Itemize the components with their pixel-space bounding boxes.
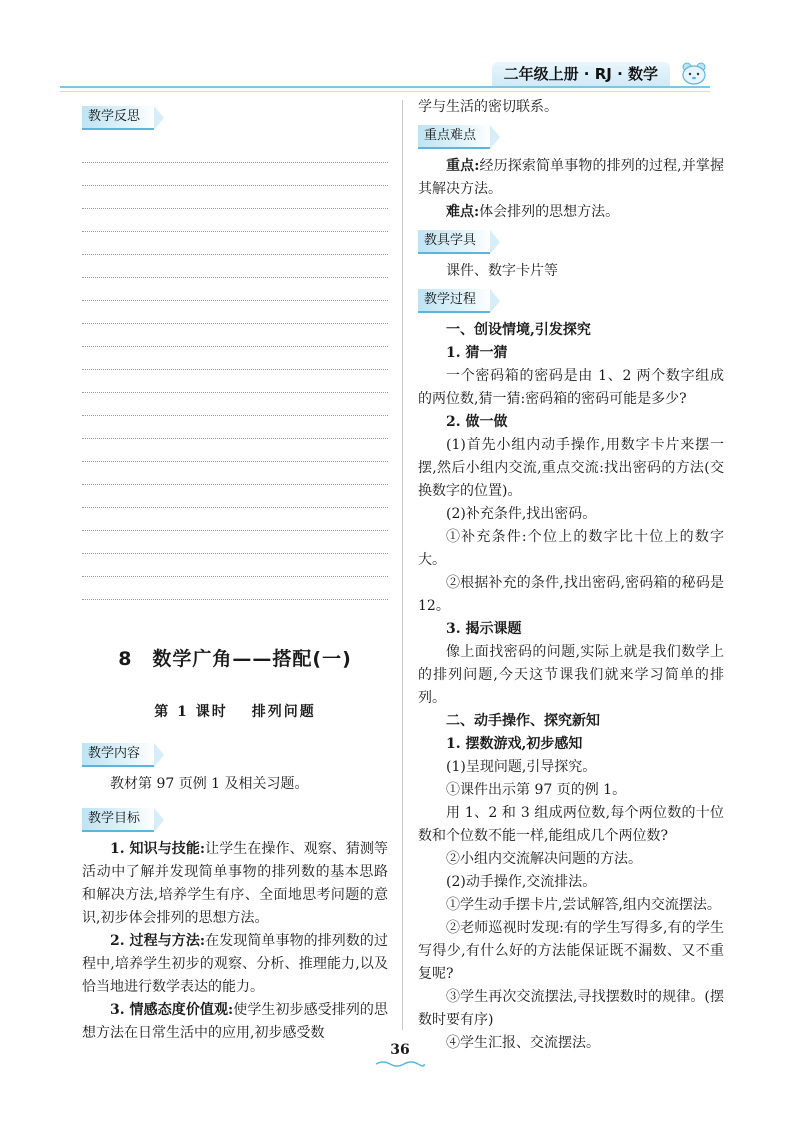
lesson-number: 第 1 课时 [154, 704, 228, 720]
process-item: (2)动手操作,交流排法。 [446, 874, 597, 890]
reflection-line [82, 209, 388, 232]
section-label-reflection: 教学反思 [82, 106, 154, 130]
process-item: 3. 揭示课题 [446, 621, 522, 637]
process-item: ①学生动手摆卡片,尝试解答,组内交流摆法。 [446, 897, 721, 913]
process-item: 一、创设情境,引发探究 [446, 322, 591, 338]
goal-term: 1. 知识与技能: [110, 841, 206, 857]
chapter-title: 数学广角——搭配(一) [152, 648, 352, 670]
key-term: 难点: [446, 204, 480, 220]
process-item: ③学生再次交流摆法,寻找摆数时的规律。(摆数时要有序) [418, 989, 724, 1028]
lesson-heading [82, 701, 388, 721]
process-item: (1)呈现问题,引导探究。 [446, 759, 597, 775]
reflection-line [82, 554, 388, 577]
goal-text: 在发现简单事物的排列数的过程中,培养学生初步的观察、分析、推理能力,以及恰当地进行数学表达的能力。 [82, 933, 388, 995]
content-text: 教材第 97 页例 1 及相关习题。 [110, 776, 309, 792]
reflection-line [82, 163, 388, 186]
reflection-line [82, 531, 388, 554]
key-point [418, 201, 724, 224]
chapter-number: 8 [118, 648, 133, 670]
process-item: 1. 摆数游戏,初步感知 [446, 736, 583, 752]
process-item: ②小组内交流解决问题的方法。 [446, 851, 642, 867]
goal-item [82, 999, 388, 1045]
reflection-line [82, 485, 388, 508]
reflection-line [82, 301, 388, 324]
reflection-line [82, 278, 388, 301]
process-item: 用 1、2 和 3 组成两位数,每个两位数的十位数和个位数不能一样,能组成几个两位数? [418, 805, 724, 844]
chapter-heading [82, 644, 388, 671]
reflection-line [82, 186, 388, 209]
process-item: 二、动手操作、探究新知 [446, 713, 600, 729]
header-title: 二年级上册 · RJ · 数学 [492, 62, 670, 86]
section-label-goals: 教学目标 [82, 808, 154, 832]
reflection-line [82, 324, 388, 347]
section-label-process: 教学过程 [418, 289, 490, 313]
section-label-content: 教学内容 [82, 743, 154, 767]
reflection-line [82, 255, 388, 278]
section-label-tools: 教具学具 [418, 230, 490, 254]
process-item: ②老师巡视时发现:有的学生写得多,有的学生写得少,有什么好的方法能保证既不漏数、又不重复呢? [418, 920, 724, 982]
header-rule [60, 86, 710, 88]
process-item: ①课件出示第 97 页的例 1。 [446, 782, 627, 798]
reflection-line [82, 577, 388, 600]
reflection-line [82, 508, 388, 531]
page-number: 36 [390, 1042, 410, 1058]
header-rule-thin [60, 91, 710, 92]
reflection-line [82, 140, 388, 163]
reflection-line [82, 439, 388, 462]
key-text: 体会排列的思想方法。 [479, 204, 620, 220]
reflection-line [82, 232, 388, 255]
process-item: ②根据补充的条件,找出密码,密码箱的秘码是 12。 [418, 575, 724, 614]
right-column [418, 96, 724, 1055]
goal-item [82, 930, 388, 999]
process-item: (2)补充条件,找出密码。 [446, 506, 597, 522]
goal-term: 2. 过程与方法: [110, 933, 206, 949]
lesson-title: 排列问题 [251, 704, 316, 720]
reflection-line [82, 347, 388, 370]
process-item: 像上面找密码的问题,实际上就是我们数学上的排列问题,今天这节课我们就来学习简单的排列。 [418, 644, 724, 706]
process-item: (1)首先小组内动手操作,用数字卡片来摆一摆,然后小组内交流,重点交流:找出密码的方法(交换数字的位置)。 [418, 437, 724, 499]
reflection-line [82, 462, 388, 485]
process-list [418, 319, 724, 1055]
reflection-line [82, 370, 388, 393]
page-number-ornament [374, 1060, 426, 1068]
continuation-text: 学与生活的密切联系。 [418, 99, 558, 115]
goal-item [82, 838, 388, 930]
left-column [82, 100, 388, 1045]
process-item: 1. 猜一猜 [446, 345, 508, 361]
tools-text: 课件、数字卡片等 [446, 263, 558, 279]
process-item: ①补充条件:个位上的数字比十位上的数字大。 [418, 529, 724, 568]
process-item: 2. 做一做 [446, 414, 508, 430]
reflection-lines[interactable] [82, 140, 388, 600]
reflection-line [82, 393, 388, 416]
goal-text: 使学生初步感受排列的思想方法在日常生活中的应用,初步感受数 [82, 1002, 388, 1041]
page-header [60, 60, 710, 90]
key-text: 经历探索简单事物的排列的过程,并掌握其解决方法。 [418, 158, 724, 197]
process-item: 一个密码箱的密码是由 1、2 两个数字组成的两位数,猜一猜:密码箱的密码可能是多少? [418, 368, 724, 407]
section-label-key-points: 重点难点 [418, 125, 490, 149]
key-term: 重点: [446, 158, 480, 174]
goal-text: 让学生在操作、观察、猜测等活动中了解并发现简单事物的排列数的基本思路和解决方法,培养学生有序、全面地思考问题的意识,初步体会排列的思想方法。 [82, 841, 388, 926]
key-point [418, 155, 724, 201]
bear-mascot-icon [680, 60, 708, 86]
goal-term: 3. 情感态度价值观: [110, 1002, 234, 1018]
column-divider [402, 100, 403, 1030]
reflection-line [82, 416, 388, 439]
process-item: ④学生汇报、交流摆法。 [446, 1035, 600, 1051]
